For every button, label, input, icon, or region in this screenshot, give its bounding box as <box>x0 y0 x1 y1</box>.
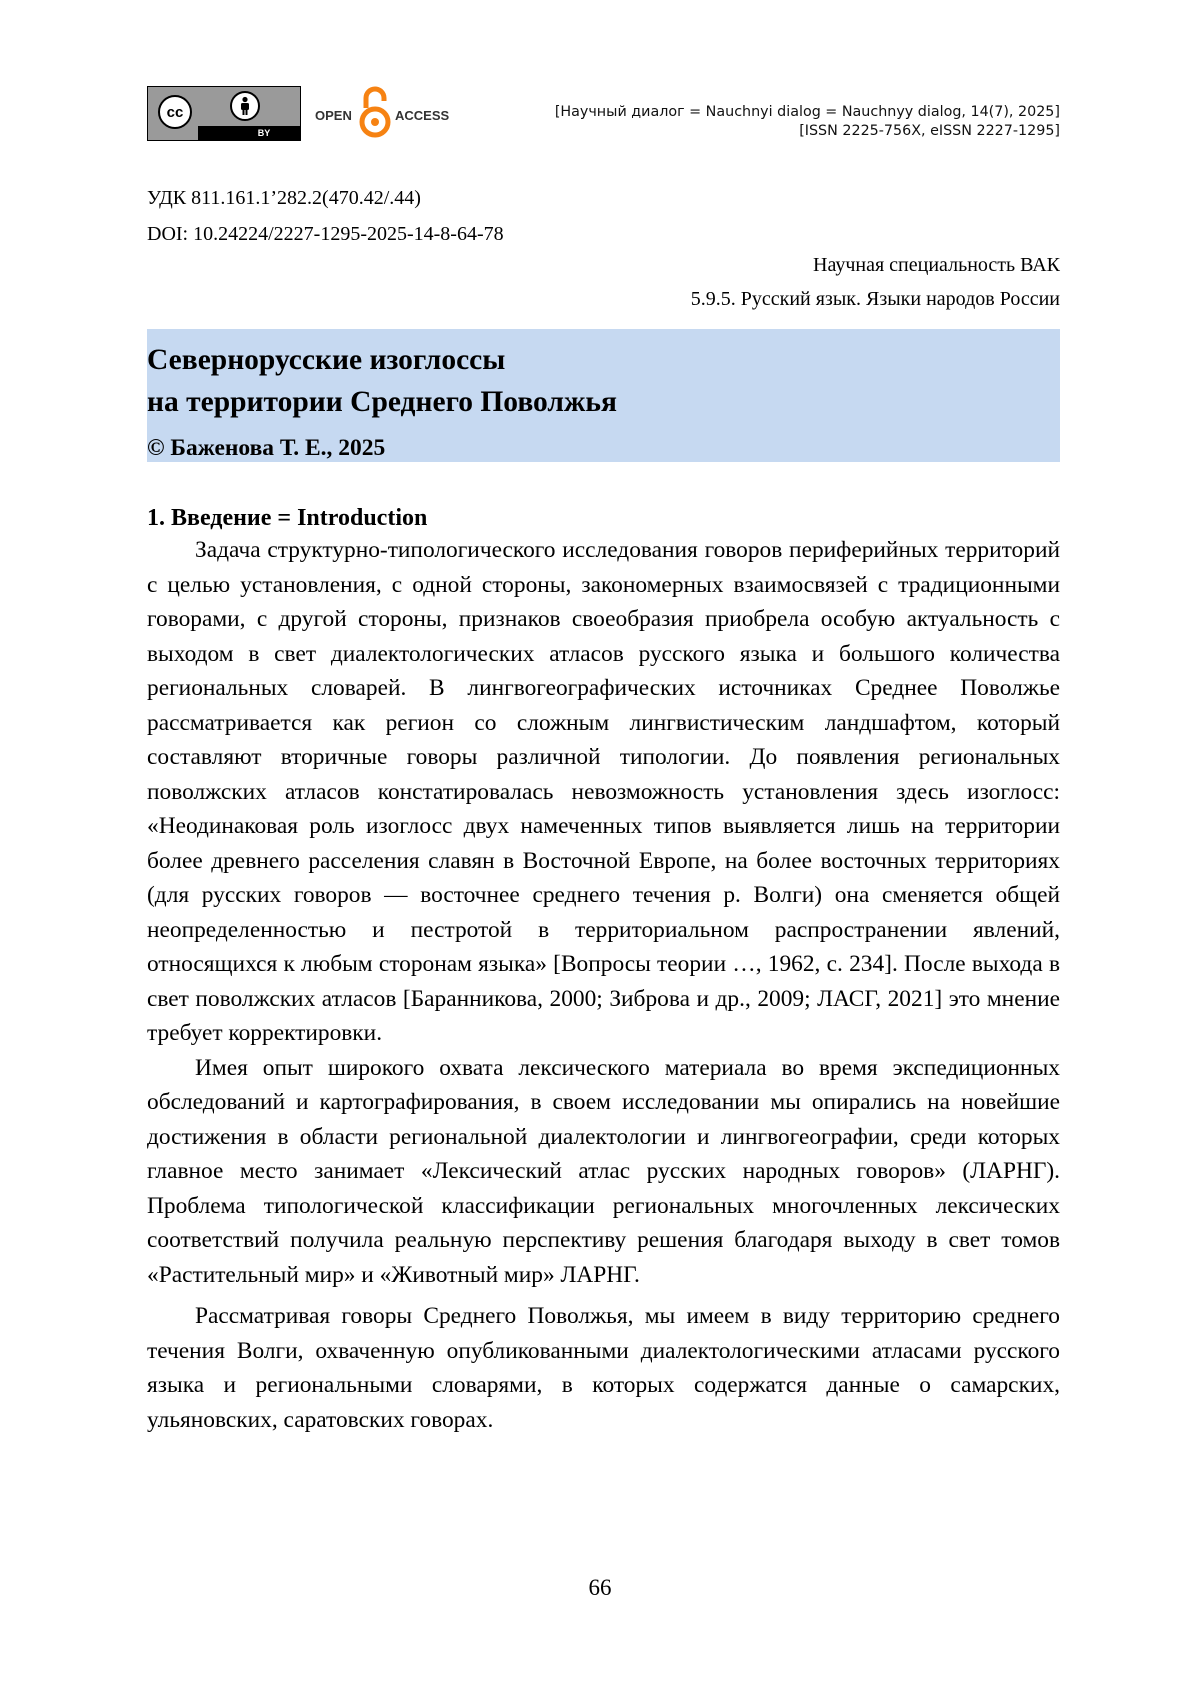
udk-code: УДК 811.161.1’282.2(470.42/.44) <box>147 187 421 209</box>
page-header <box>147 86 1060 142</box>
section-heading: 1. Введение = Introduction <box>147 505 428 531</box>
article-title <box>147 339 1060 423</box>
journal-issn: [ISSN 2225-756X, eISSN 2227-1295] <box>799 123 1060 139</box>
cc-by-license-badge[interactable] <box>147 86 301 141</box>
doi[interactable]: DOI: 10.24224/2227-1295-2025-14-8-64-78 <box>147 223 504 245</box>
page-number: 66 <box>588 1575 612 1600</box>
creative-commons-icon: cc <box>158 95 192 129</box>
title-block <box>147 329 1060 462</box>
specialty-label: Научная специальность ВАК <box>813 254 1060 276</box>
body-paragraph-1: Задача структурно-типологического исследования говоров периферийных территорий с целью установления, с одной стороны, закономерных взаимосвязей с традиционными говорами, с другой стороны, признаков своеобразия приобрела особую актуальность с выходом в свет диалектологических атласов русского языка и большого количества региональных словарей. В лингвогеографических источниках Среднее Поволжье рассматривается как регион со сложным лингвистическим ландшафтом, который составляют вторичные говоры различной типологии. До появления региональных поволжских атласов констатировалась невозможность установления здесь изоглосс: «Неодинаковая роль изоглосс двух намеченных типов выявляется лишь на территории более древнего расселения славян в Восточной Европе, на более восточных территориях (для русских говоров — восточнее среднего течения р. Волги) она сменяется общей неопределенностью и пестротой в территориальном распространении явлений, относящихся к любым сторонам языка» [Вопросы теории …, 1962, с. 234]. После выхода в свет поволжских атласов [Баранникова, 2000; Зиброва и др., 2009; ЛАСГ, 2021] это мнение требует корректировки. <box>147 537 1060 1046</box>
open-access-lock-icon <box>357 86 393 140</box>
body-paragraph-3: Рассматривая говоры Среднего Поволжья, мы имеем в виду территорию среднего течения Волги, охваченную опубликованными диалектологическими атласами русского языка и региональными словарями, в которых содержатся данные о самарских, ульяновских, саратовских говорах. <box>147 1303 1060 1433</box>
specialty-value: 5.9.5. Русский язык. Языки народов России <box>690 288 1060 310</box>
vak-specialty <box>147 248 1060 316</box>
journal-reference <box>555 103 1060 141</box>
by-label: BY <box>198 126 300 140</box>
body-paragraph-2: Имея опыт широкого охвата лексического материала во время экспедиционных обследований и картографирования, в своем исследовании мы опирались на новейшие достижения в области региональной диалектологии и лингвогеографии, среди которых главное место занимает «Лексический атлас русских народных говоров» (ЛАРНГ). Проблема типологической классификации региональных многочленных лексических соответствий получила реальную перспективу решения благодаря выходу в свет томов «Растительный мир» и «Животный мир» ЛАРНГ. <box>147 1054 1060 1288</box>
journal-citation: [Научный диалог = Nauchnyi dialog = Nauchnyy dialog, 14(7), 2025] <box>554 104 1060 120</box>
author-copyright: © Баженова Т. Е., 2025 <box>147 435 386 461</box>
attribution-person-icon <box>230 91 260 121</box>
article-title-line-2: на территории Среднего Поволжья <box>147 386 617 418</box>
article-meta <box>147 180 1060 252</box>
open-access-logo[interactable] <box>315 86 465 142</box>
article-title-line-1: Севернорусские изоглоссы <box>147 344 506 376</box>
page-content <box>147 86 1060 1437</box>
open-access-access-text: ACCESS <box>395 108 450 123</box>
open-access-open-text: OPEN <box>315 108 352 123</box>
